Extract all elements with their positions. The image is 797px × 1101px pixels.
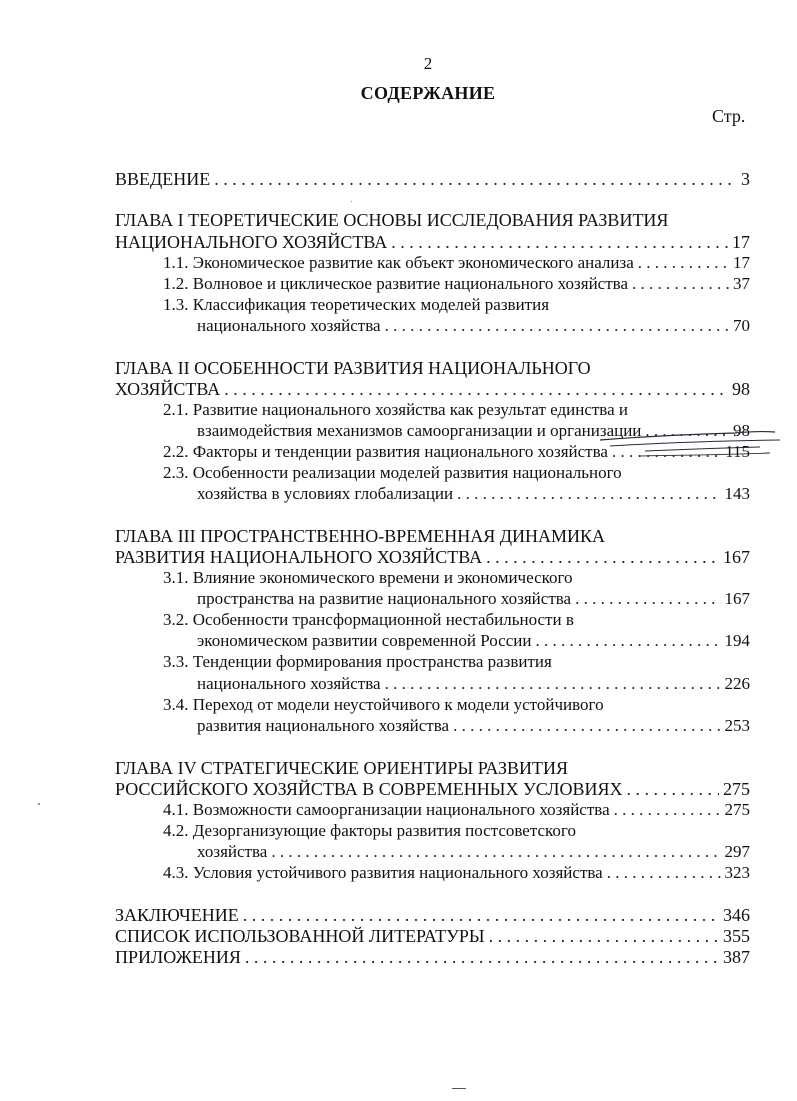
toc-entry-title: взаимодействия механизмов самоорганизации и организации [197, 421, 642, 440]
toc-entry-title: развития национального хозяйства [197, 716, 450, 735]
toc-entry-title: 1.3. Классификация теоретических моделей развития [163, 295, 550, 314]
toc-entry-title: 3.3. Тенденции формирования пространства развития [163, 652, 552, 671]
toc-entry-title: ПРИЛОЖЕНИЯ [115, 947, 241, 967]
scan-speck [351, 201, 352, 202]
toc-entry-title: национального хозяйства [197, 316, 381, 335]
toc-entry-page: 98 [732, 379, 750, 399]
toc-entry-title: экономическом развитии современной России [197, 631, 532, 650]
pen-stroke [640, 453, 770, 456]
toc-entry-page: 355 [723, 926, 750, 946]
toc-entry-title: ГЛАВА III ПРОСТРАНСТВЕННО-ВРЕМЕННАЯ ДИНАМИКА [115, 526, 606, 546]
toc-entry-title: ВВЕДЕНИЕ [115, 169, 211, 189]
toc-entry-title: 1.2. Волновое и циклическое развитие национального хозяйства [163, 274, 628, 293]
toc-entry-page: 275 [724, 800, 750, 819]
toc-entry-page: 323 [724, 863, 750, 882]
toc-entry-title: 4.2. Дезорганизующие факторы развития постсоветского [163, 821, 576, 840]
toc-entry-title: 3.4. Переход от модели неустойчивого к модели устойчивого [163, 695, 604, 714]
toc-entry-page: 194 [724, 631, 750, 650]
toc-entry-page: 115 [725, 442, 750, 461]
pen-stroke [610, 440, 780, 446]
toc-entry-page: 275 [723, 779, 750, 799]
toc-entry-page: 167 [724, 589, 750, 608]
pen-stroke [600, 432, 775, 440]
toc-entry-page: 387 [723, 947, 750, 967]
toc-entry-title: хозяйства [197, 842, 268, 861]
toc-entry-title: 3.1. Влияние экономического времени и экономического [163, 568, 573, 587]
toc-entry-title: ГЛАВА I ТЕОРЕТИЧЕСКИЕ ОСНОВЫ ИССЛЕДОВАНИЯ РАЗВИТИЯ [115, 210, 669, 230]
toc-entry-page: 253 [724, 716, 750, 735]
toc-entry-page: 297 [724, 842, 750, 861]
scan-speck [38, 803, 40, 805]
toc-entry-title: СПИСОК ИСПОЛЬЗОВАННОЙ ЛИТЕРАТУРЫ [115, 926, 485, 946]
page-title: СОДЕРЖАНИЕ [360, 83, 496, 103]
toc-entry-page: 143 [724, 484, 750, 503]
page-number: 2 [423, 54, 433, 73]
toc-entry-title: РОССИЙСКОГО ХОЗЯЙСТВА В СОВРЕМЕННЫХ УСЛОВИЯХ [115, 779, 623, 799]
toc-entry-page: 3 [741, 169, 750, 189]
toc-entry-title: 2.2. Факторы и тенденции развития национального хозяйства [163, 442, 608, 461]
toc-entry-title: РАЗВИТИЯ НАЦИОНАЛЬНОГО ХОЗЯЙСТВА [115, 547, 483, 567]
toc-entry-title: 2.1. Развитие национального хозяйства как результат единства и [163, 400, 629, 419]
toc-entry-page: 98 [733, 421, 750, 440]
toc-entry-title: национального хозяйства [197, 674, 381, 693]
pen-stroke [645, 447, 760, 451]
toc-entry-page: 226 [724, 674, 750, 693]
toc-entry-title: 3.2. Особенности трансформационной нестабильности в [163, 610, 574, 629]
toc-entry-page: 17 [732, 232, 750, 252]
toc-entry-title: ГЛАВА IV СТРАТЕГИЧЕСКИЕ ОРИЕНТИРЫ РАЗВИТИЯ [115, 758, 569, 778]
toc-entry-title: ХОЗЯЙСТВА [115, 379, 221, 399]
toc-entry-page: 37 [733, 274, 750, 293]
toc-entry-title: 4.1. Возможности самоорганизации национального хозяйства [163, 800, 610, 819]
toc-entry-title: хозяйства в условиях глобализации [197, 484, 454, 503]
toc-entry-page: 70 [733, 316, 750, 335]
toc-entry-page: 17 [733, 253, 750, 272]
toc-entry-page: 167 [723, 547, 750, 567]
toc-entry-title: ЗАКЛЮЧЕНИЕ [115, 905, 239, 925]
toc-entry-title: ГЛАВА II ОСОБЕННОСТИ РАЗВИТИЯ НАЦИОНАЛЬНОГО [115, 358, 591, 378]
toc-entry-title: пространства на развитие национального хозяйства [197, 589, 572, 608]
scan-artifact-line [452, 1088, 466, 1089]
toc-entry-title: 2.3. Особенности реализации моделей развития национального [163, 463, 622, 482]
toc-entry-title: 4.3. Условия устойчивого развития национального хозяйства [163, 863, 603, 882]
pages-column-label: Стр. [712, 106, 746, 126]
toc-entry-page: 346 [723, 905, 750, 925]
toc-entry-title: 1.1. Экономическое развитие как объект экономического анализа [163, 253, 634, 272]
toc-entry-title: НАЦИОНАЛЬНОГО ХОЗЯЙСТВА [115, 232, 388, 252]
